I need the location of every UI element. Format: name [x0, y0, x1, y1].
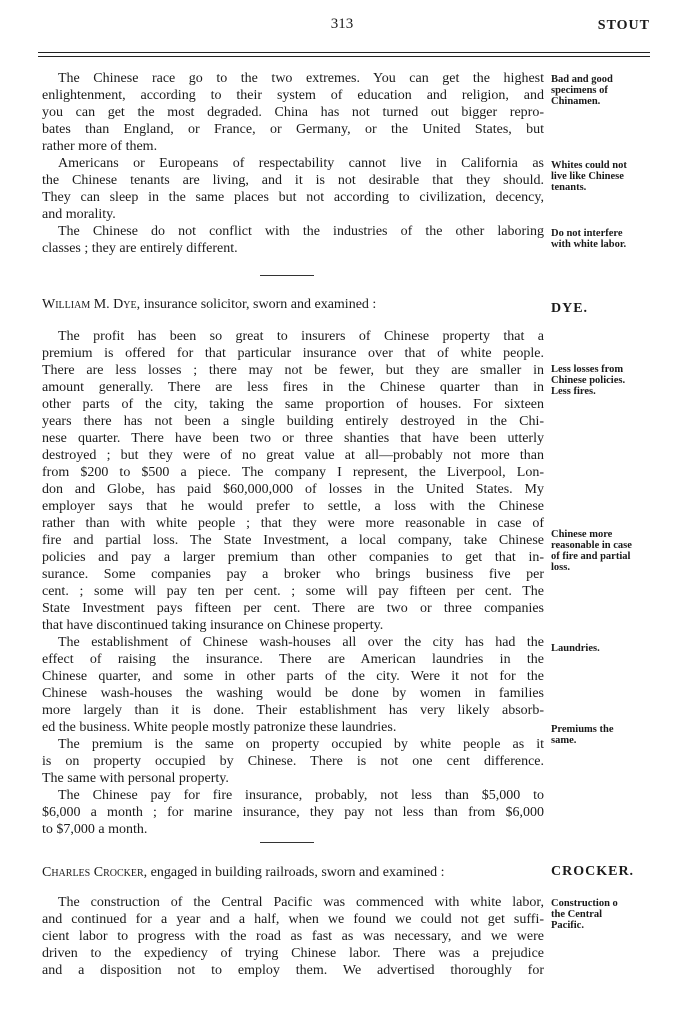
- body-line: The profit has been so great to insurers of Chinese property that a: [58, 329, 544, 344]
- body-line: The Chinese pay for fire insurance, probably, not less than $5,000 to: [58, 788, 544, 803]
- body-line: more largely than it is done. Their establishment has very likely absorb-: [42, 703, 544, 718]
- body-line: enlightenment, according to their system of education and religion, and: [42, 88, 544, 103]
- margin-note-line: Chinamen.: [551, 96, 601, 107]
- margin-note: [551, 529, 661, 573]
- body-line: rather more of them.: [42, 139, 158, 154]
- margin-note: [551, 364, 661, 397]
- body-line: and a disposition not to employ them. We advertised thoroughly for: [42, 963, 544, 978]
- body-line: fire and partial loss. The State Investment, a local company, take Chinese: [42, 533, 544, 548]
- margin-note-line: Premiums the: [551, 724, 614, 735]
- speaker-heading: [42, 296, 544, 313]
- body-line: classes ; they are entirely different.: [42, 241, 238, 256]
- body-line: They can sleep in the same places but not according to civilization, decency,: [42, 190, 544, 205]
- margin-note-line: live like Chinese: [551, 171, 624, 182]
- margin-note-line: Chinese more: [551, 529, 613, 540]
- body-line: effect of raising the insurance. There are American laundries in the: [42, 652, 544, 667]
- margin-note-line: Chinese policies.: [551, 375, 626, 386]
- body-line: Chinese quarter, and some in other parts of the city. Were it not for the: [42, 669, 544, 684]
- body-line: Chinese wash-houses the washing would be done by women in families: [42, 686, 544, 701]
- margin-note-line: of fire and partial: [551, 551, 631, 562]
- body-line: years there has not been a single building entirely destroyed in the Chi-: [42, 414, 544, 429]
- body-line: Americans or Europeans of respectability cannot live in California as: [58, 156, 544, 171]
- body-line: cent. ; some will pay ten per cent. ; some will pay fifteen per cent. The: [42, 584, 544, 599]
- body-line: State Investment pays fifteen per cent. There are two or three companies: [42, 601, 544, 616]
- speaker-heading: [42, 864, 544, 881]
- margin-note-line: Pacific.: [551, 920, 584, 931]
- body-line: from $200 to $500 a piece. The company I represent, the Liverpool, Lon-: [42, 465, 544, 480]
- margin-note: [551, 643, 661, 654]
- margin-note-line: Construction o: [551, 898, 618, 909]
- body-line: The establishment of Chinese wash-houses all over the city has had the: [58, 635, 544, 650]
- body-line: The Chinese race go to the two extremes. You can get the highest: [58, 71, 544, 86]
- body-line: destroyed ; but they were of no great value at all—probably not more than: [42, 448, 544, 463]
- speaker-tag: CROCKER.: [551, 864, 635, 879]
- margin-note-line: same.: [551, 735, 577, 746]
- margin-note-line: specimens of: [551, 85, 608, 96]
- running-head: STOUT: [597, 18, 650, 33]
- body-line: that have discontinued taking insurance on Chinese property.: [42, 618, 384, 633]
- body-line: ed the business. White people mostly patronize these laundries.: [42, 720, 397, 735]
- body-line: to $7,000 a month.: [42, 822, 148, 837]
- body-line: driven to the expediency of trying Chinese labor. There was a prejudice: [42, 946, 544, 961]
- body-line: other parts of the city, taking the same proportion of houses. For sixteen: [42, 397, 544, 412]
- body-line: The construction of the Central Pacific was commenced with white labor,: [58, 895, 544, 910]
- body-line: rather than with white people ; that they were more reasonable in case of: [42, 516, 544, 531]
- body-line: you can get the most degraded. China has not turned out bigger repro-: [42, 105, 544, 120]
- body-line: The Chinese do not conflict with the industries of the other laboring: [58, 224, 544, 239]
- body-line: premium is offered for that particular insurance over that of white people.: [42, 346, 544, 361]
- body-line: the Chinese tenants are living, and it is not desirable that they should.: [42, 173, 544, 188]
- margin-note-line: loss.: [551, 562, 570, 573]
- header-rule: [38, 52, 650, 53]
- margin-note: [551, 74, 661, 107]
- margin-note-line: Laundries.: [551, 643, 600, 654]
- body-line: and continued for a year and a half, when we found we could not get suffi-: [42, 912, 544, 927]
- body-line: amount generally. There are less fires in the Chinese quarter than in: [42, 380, 544, 395]
- body-line: nese quarter. There have been two or three shanties that have been utterly: [42, 431, 544, 446]
- margin-note-line: Do not interfere: [551, 228, 623, 239]
- margin-note-line: Less fires.: [551, 386, 596, 397]
- body-line: don and Globe, has paid $60,000,000 of losses in the United States. My: [42, 482, 544, 497]
- margin-note: [551, 724, 661, 746]
- body-line: surance. Some companies pay a broker who brings business five per: [42, 567, 544, 582]
- body-line: cient labor to progress with the road as fast as was necessary, and we were: [42, 929, 544, 944]
- margin-note-line: tenants.: [551, 182, 587, 193]
- margin-note: [551, 228, 661, 250]
- body-line: is on property occupied by Chinese. There is not one cent difference.: [42, 754, 544, 769]
- speaker-description: , insurance solicitor, sworn and examined :: [136, 297, 377, 312]
- header-rule: [38, 56, 650, 57]
- margin-note-line: the Central: [551, 909, 603, 920]
- body-line: bates than England, or France, or Germany, or the United States, but: [42, 122, 544, 137]
- body-line: The same with personal property.: [42, 771, 229, 786]
- body-line: and morality.: [42, 207, 116, 222]
- speaker-name: William M. Dye: [42, 297, 137, 312]
- speaker-description: , engaged in building railroads, sworn and examined :: [143, 865, 445, 880]
- speaker-tag: DYE.: [551, 301, 589, 316]
- body-line: The premium is the same on property occupied by white people as it: [58, 737, 544, 752]
- body-line: policies and pay a larger premium than other companies to get that in-: [42, 550, 544, 565]
- section-divider: [260, 842, 314, 843]
- margin-note-line: with white labor.: [551, 239, 627, 250]
- body-line: There are less losses ; there may not be fewer, but they are smaller in: [42, 363, 544, 378]
- margin-note-line: Less losses from: [551, 364, 624, 375]
- speaker-name: Charles Crocker: [42, 865, 144, 880]
- margin-note-line: Bad and good: [551, 74, 613, 85]
- body-line: employer says that he would prefer to settle, a loss with the Chinese: [42, 499, 544, 514]
- margin-note-line: reasonable in case: [551, 540, 632, 551]
- margin-note-line: Whites could not: [551, 160, 627, 171]
- body-line: $6,000 a month ; for marine insurance, they pay not less than from $6,000: [42, 805, 544, 820]
- margin-note: [551, 160, 661, 193]
- page-number: 313: [330, 16, 354, 32]
- section-divider: [260, 275, 314, 276]
- margin-note: [551, 898, 661, 931]
